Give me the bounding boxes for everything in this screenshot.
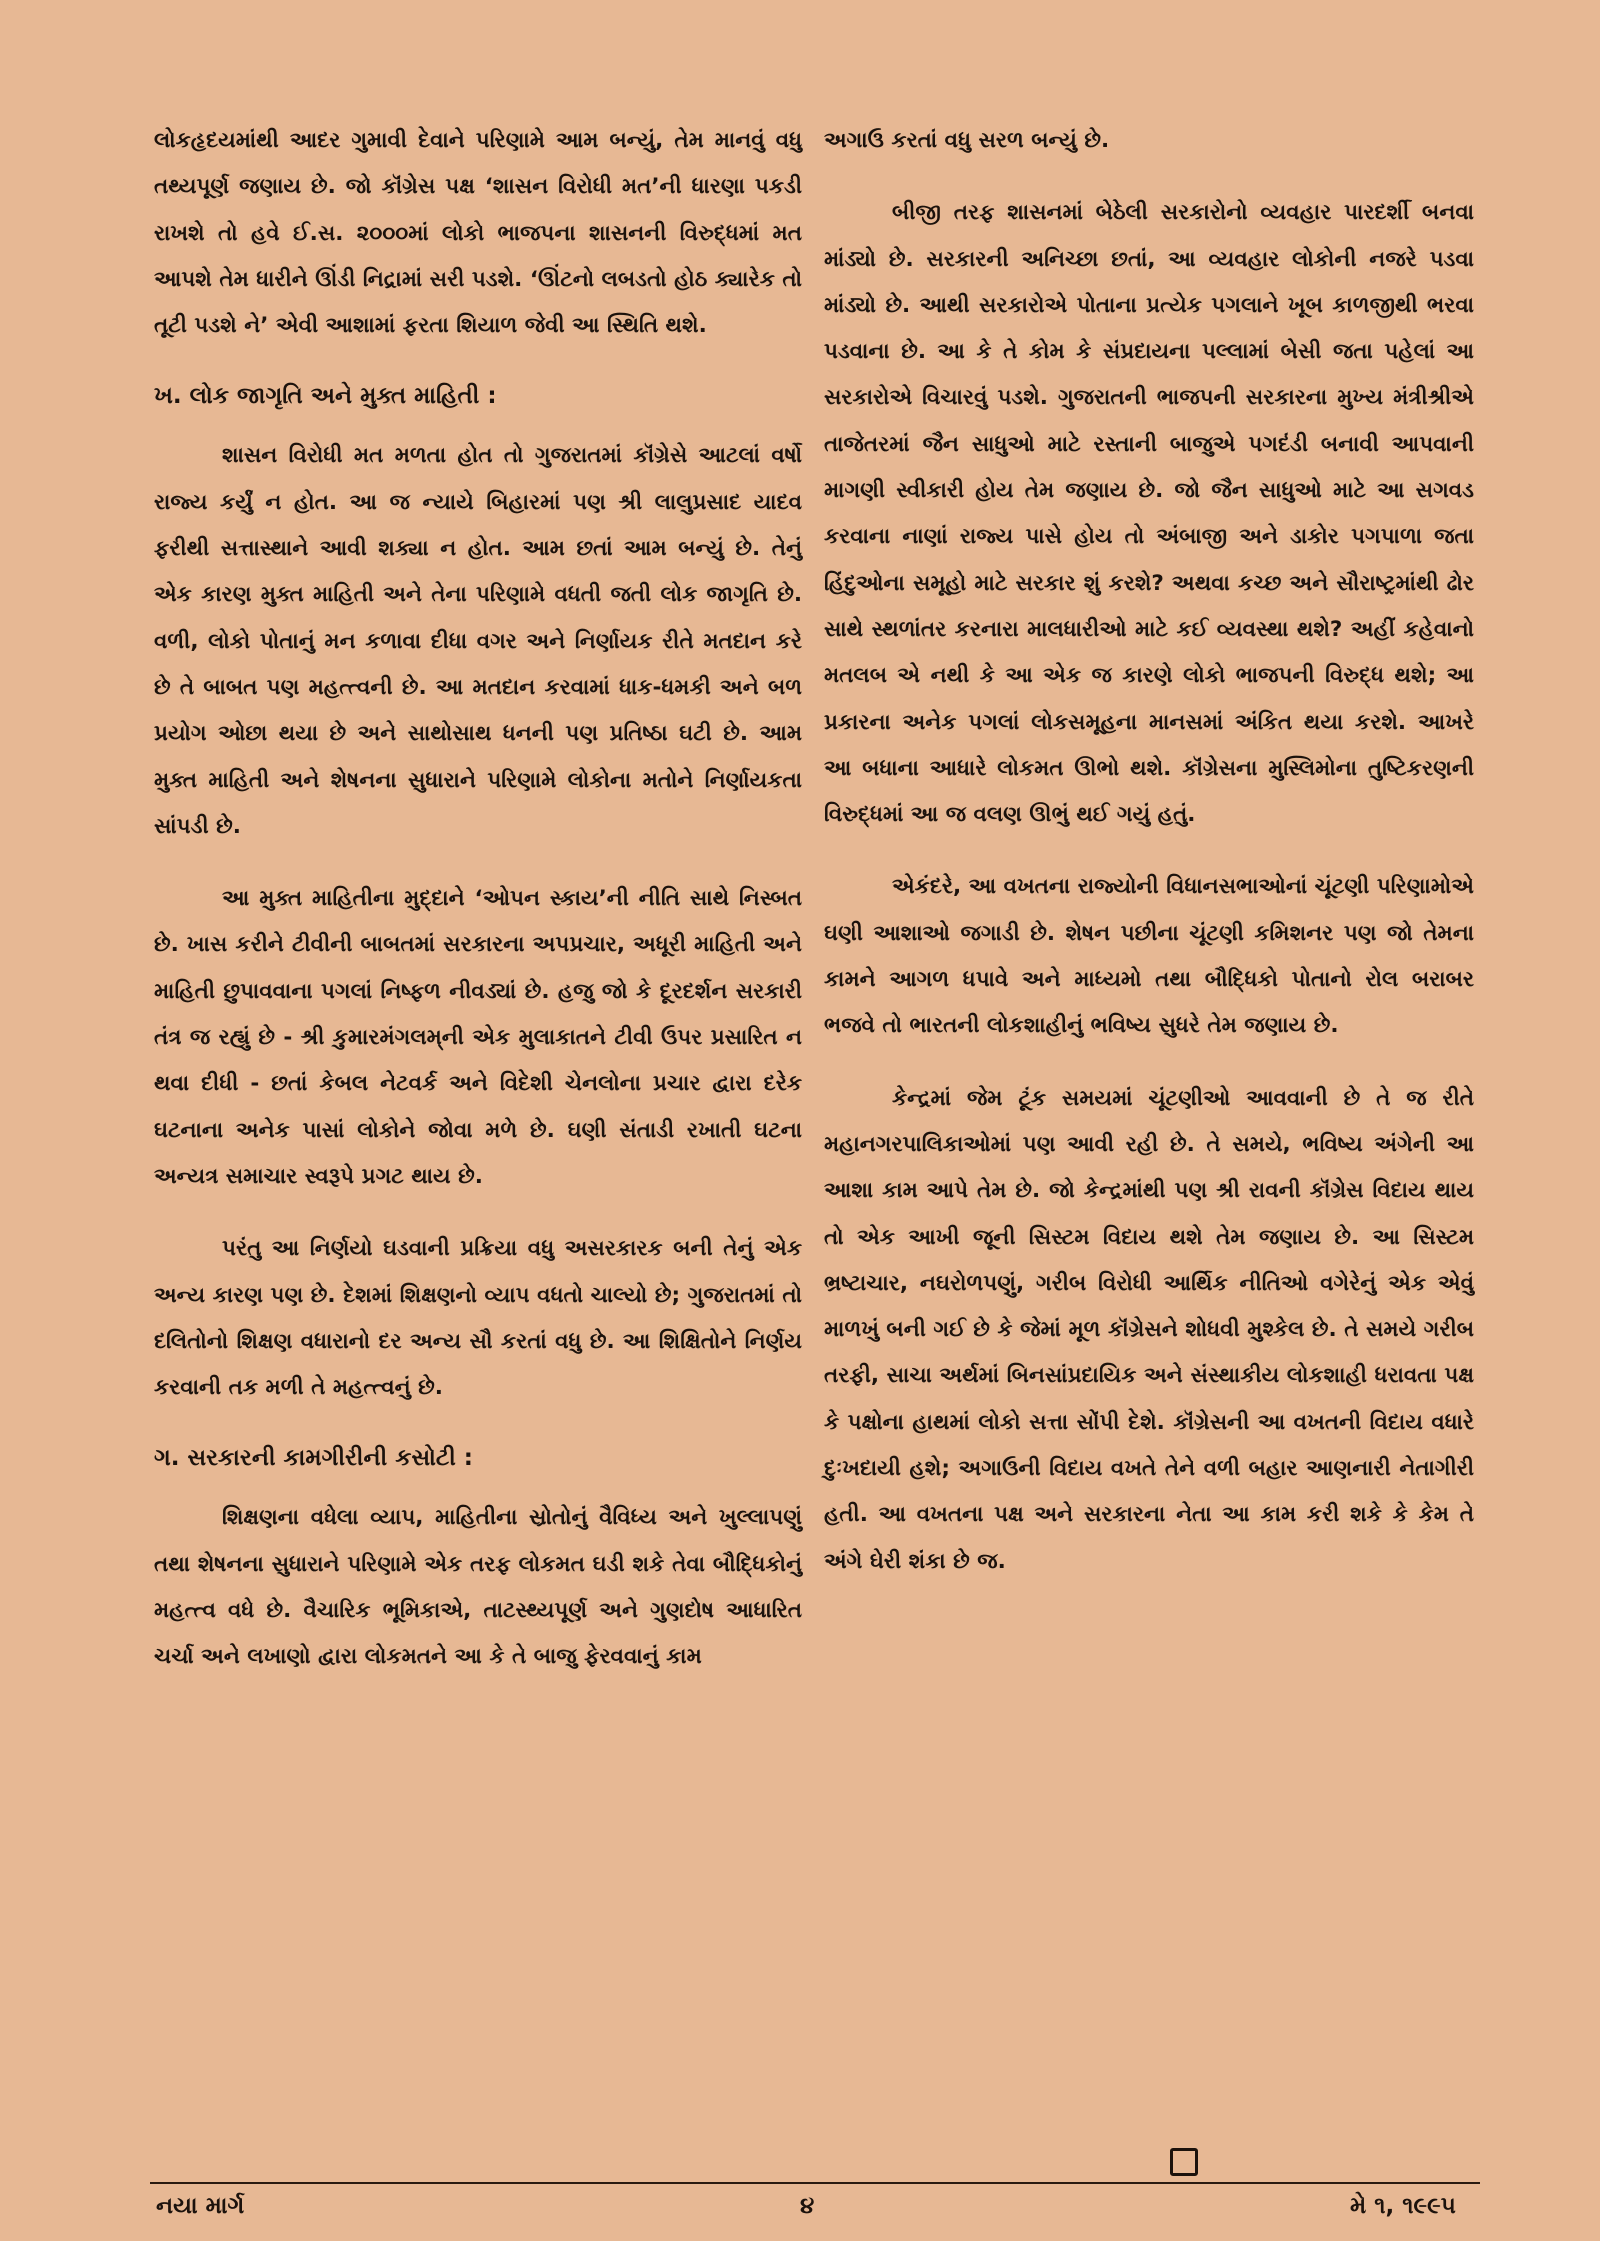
footer-page-number: ૪ [800, 2193, 815, 2219]
left-column [154, 118, 802, 1707]
paragraph: કેન્દ્રમાં જેમ ટૂંક સમયમાં ચૂંટણીઓ આવવાની છે તે જ રીતે મહાનગરપાલિકાઓમાં પણ આવી રહી છે. તે સમયે, ભવિષ્ય અંગેની આ આશા કામ આપે તેમ છે. જો કેન્દ્રમાંથી પણ શ્રી રાવની કૉંગ્રેસ વિદાય થાય તો એક આખી જૂની સિસ્ટમ વિદાય થશે તેમ જણાય છે. આ સિસ્ટમ ભ્રષ્ટાચાર, નઘરોળપણું, ગરીબ વિરોધી આર્થિક નીતિઓ વગેરેનું એક એવું માળખું બની ગઈ છે કે જેમાં મૂળ કૉંગ્રેસને શોધવી મુશ્કેલ છે. તે સમયે ગરીબ તરફી, સાચા અર્થમાં બિનસાંપ્રદાયિક અને સંસ્થાકીય લોકશાહી ધરાવતા પક્ષ કે પક્ષોના હાથમાં લોકો સત્તા સોંપી દેશે. કૉંગ્રેસની આ વખતની વિદાય વધારે દુઃખદાયી હશે; અગાઉની વિદાય વખતે તેને વળી બહાર આણનારી નેતાગીરી હતી. આ વખતના પક્ષ અને સરકારના નેતા આ કામ કરી શકે કે કેમ તે અંગે ઘેરી શંકા છે જ. [824, 1085, 1474, 1574]
paragraph: શાસન વિરોધી મત મળતા હોત તો ગુજરાતમાં કૉંગ્રેસે આટલાં વર્ષો રાજ્ય કર્યું ન હોત. આ જ ન્યાયે બિહારમાં પણ શ્રી લાલુપ્રસાદ યાદવ ફરીથી સત્તાસ્થાને આવી શક્યા ન હોત. આમ છતાં આમ બન્યું છે. તેનું એક કારણ મુક્ત માહિતી અને તેના પરિણામે વધતી જતી લોક જાગૃતિ છે. વળી, લોકો પોતાનું મન કળાવા દીધા વગર અને નિર્ણાયક રીતે મતદાન કરે છે તે બાબત પણ મહત્ત્વની છે. આ મતદાન કરવામાં ધાક-ધમકી અને બળ પ્રયોગ ઓછા થયા છે અને સાથોસાથ ધનની પણ પ્રતિષ્ઠા ઘટી છે. આમ મુક્ત માહિતી અને શેષનના સુધારાને પરિણામે લોકોના મતોને નિર્ણાયકતા સાંપડી છે. [154, 443, 802, 839]
section-heading-ga: ગ. સરકારની કામગીરીની કસોટી : [154, 1445, 473, 1472]
paragraph: પરંતુ આ નિર્ણયો ઘડવાની પ્રક્રિયા વધુ અસરકારક બની તેનું એક અન્ય કારણ પણ છે. દેશમાં શિક્ષણનો વ્યાપ વધતો ચાલ્યો છે; ગુજરાતમાં તો દલિતોનો શિક્ષણ વધારાનો દર અન્ય સૌ કરતાં વધુ છે. આ શિક્ષિતોને નિર્ણય કરવાની તક મળી તે મહત્ત્વનું છે. [154, 1236, 802, 1401]
right-column [824, 118, 1474, 1611]
paragraph: શિક્ષણના વધેલા વ્યાપ, માહિતીના સ્રોતોનું વૈવિધ્ય અને ખુલ્લાપણું તથા શેષનના સુધારાને પરિણામે એક તરફ લોકમત ઘડી શકે તેવા બૌદ્ધિકોનું મહત્ત્વ વધે છે. વૈચારિક ભૂમિકાએ, તાટસ્થ્યપૂર્ણ અને ગુણદોષ આધારિત ચર્ચા અને લખાણો દ્વારા લોકમતને આ કે તે બાજુ ફેરવવાનું કામ [154, 1505, 802, 1670]
paragraph: આ મુક્ત માહિતીના મુદ્દાને ‘ઓપન સ્કાય’ની નીતિ સાથે નિસ્બત છે. ખાસ કરીને ટીવીની બાબતમાં સરકારના અપપ્રચાર, અધૂરી માહિતી અને માહિતી છુપાવવાના પગલાં નિષ્ફળ નીવડ્યાં છે. હજુ જો કે દૂરદર્શન સરકારી તંત્ર જ રહ્યું છે - શ્રી કુમારમંગલમ્‌ની એક મુલાકાતને ટીવી ઉપર પ્રસારિત ન થવા દીધી - છતાં કેબલ નેટવર્ક અને વિદેશી ચેનલોના પ્રચાર દ્વારા દરેક ઘટનાના અનેક પાસાં લોકોને જોવા મળે છે. ઘણી સંતાડી રખાતી ઘટના અન્યત્ર સમાચાર સ્વરૂપે પ્રગટ થાય છે. [154, 886, 802, 1189]
section-heading-kha: ખ. લોક જાગૃતિ અને મુક્ત માહિતી : [154, 383, 497, 410]
end-of-article-icon [1170, 2148, 1198, 2176]
paragraph: એકંદરે, આ વખતના રાજ્યોની વિધાનસભાઓનાં ચૂંટણી પરિણામોએ ઘણી આશાઓ જગાડી છે. શેષન પછીના ચૂંટણી કમિશનર પણ જો તેમના કામને આગળ ધપાવે અને માધ્યમો તથા બૌદ્ધિકો પોતાનો રોલ બરાબર ભજવે તો ભારતની લોકશાહીનું ભવિષ્ય સુધરે તેમ જણાય છે. [824, 874, 1474, 1039]
footer-rule [150, 2182, 1480, 2184]
paragraph: બીજી તરફ શાસનમાં બેઠેલી સરકારોનો વ્યવહાર પારદર્શી બનવા માંડ્યો છે. સરકારની અનિચ્છા છતાં, આ વ્યવહાર લોકોની નજરે પડવા માંડ્યો છે. આથી સરકારોએ પોતાના પ્રત્યેક પગલાને ખૂબ કાળજીથી ભરવા પડવાના છે. આ કે તે કોમ કે સંપ્રદાયના પલ્લામાં બેસી જતા પહેલાં આ સરકારોએ વિચારવું પડશે. ગુજરાતની ભાજપની સરકારના મુખ્ય મંત્રીશ્રીએ તાજેતરમાં જૈન સાધુઓ માટે રસ્તાની બાજુએ પગદંડી બનાવી આપવાની માગણી સ્વીકારી હોય તેમ જણાય છે. જો જૈન સાધુઓ માટે આ સગવડ કરવાના નાણાં રાજ્ય પાસે હોય તો અંબાજી અને ડાકોર પગપાળા જતા હિંદુઓના સમૂહો માટે સરકાર શું કરશે? અથવા કચ્છ અને સૌરાષ્ટ્રમાંથી ઢોર સાથે સ્થળાંતર કરનારા માલધારીઓ માટે કઈ વ્યવસ્થા થશે? અહીં કહેવાનો મતલબ એ નથી કે આ એક જ કારણે લોકો ભાજપની વિરુદ્ધ થશે; આ પ્રકારના અનેક પગલાં લોકસમૂહના માનસમાં અંકિત થયા કરશે. આખરે આ બધાના આધારે લોકમત ઊભો થશે. કૉંગ્રેસના મુસ્લિમોના તુષ્ટિકરણની વિરુદ્ધમાં આ જ વલણ ઊભું થઈ ગયું હતું. [824, 200, 1474, 828]
footer-publication: નયા માર્ગ [156, 2193, 245, 2219]
footer-date: મે ૧, ૧૯૯૫ [1350, 2193, 1456, 2219]
paragraph: લોકહૃદયમાંથી આદર ગુમાવી દેવાને પરિણામે આમ બન્યું, તેમ માનવું વધુ તથ્યપૂર્ણ જણાય છે. જો કૉંગ્રેસ પક્ષ ‘શાસન વિરોધી મત’ની ધારણા પકડી રાખશે તો હવે ઈ.સ. ૨૦૦૦માં લોકો ભાજપના શાસનની વિરુદ્ધમાં મત આપશે તેમ ધારીને ઊંડી નિદ્રામાં સરી પડશે. ‘ઊંટનો લબડતો હોઠ ક્યારેક તો તૂટી પડશે ને’ એવી આશામાં ફરતા શિયાળ જેવી આ સ્થિતિ થશે. [154, 128, 802, 339]
paragraph: અગાઉ કરતાં વધુ સરળ બન્યું છે. [824, 128, 1110, 153]
